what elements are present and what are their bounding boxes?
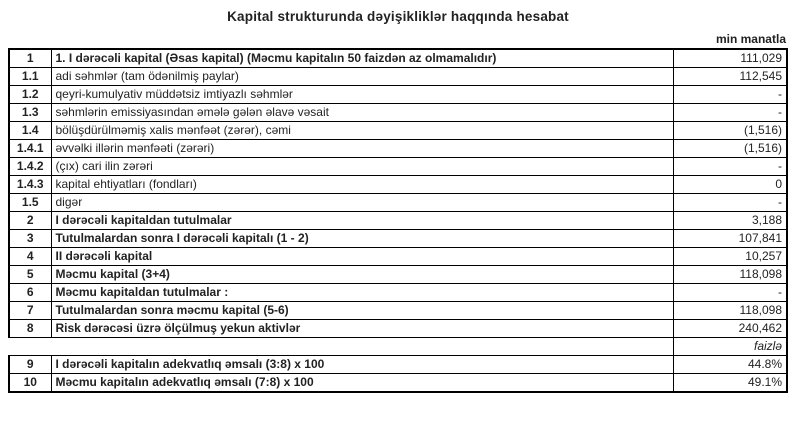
- row-value-cell: -: [673, 194, 787, 212]
- row-value-cell: faizlə: [673, 338, 787, 356]
- table-row: [9, 68, 787, 86]
- report-title: Kapital strukturunda dəyişikliklər haqqında hesabat: [227, 9, 569, 24]
- table-row: [9, 230, 787, 248]
- row-value-cell: 3,188: [673, 212, 787, 230]
- row-desc-cell: (çıx) cari ilin zərəri: [51, 158, 673, 176]
- row-desc-cell: qeyri-kumulyativ müddətsiz imtiyazlı səhmlər: [51, 86, 673, 104]
- table-row: [9, 176, 787, 194]
- row-desc-cell: Tutulmalardan sonra I dərəcəli kapitalı (1 - 2): [51, 230, 673, 248]
- row-number-cell: 1.2: [9, 86, 51, 104]
- row-number-cell: 1.4: [9, 122, 51, 140]
- row-value-cell: (1,516): [673, 122, 787, 140]
- capital-structure-table: [8, 48, 788, 393]
- table-row: [9, 266, 787, 284]
- row-desc-cell: əvvəlki illərin mənfəəti (zərəri): [51, 140, 673, 158]
- row-number-cell: 10: [9, 374, 51, 393]
- row-value-cell: 49.1%: [673, 374, 787, 393]
- row-number-cell: 1.3: [9, 104, 51, 122]
- row-number-cell: 2: [9, 212, 51, 230]
- row-desc-cell: 1. I dərəcəli kapital (Əsas kapital) (Məcmu kapitalın 50 faizdən az olmamalıdır): [51, 49, 673, 68]
- row-desc-cell: bölüşdürülməmiş xalis mənfəət (zərər), cəmi: [51, 122, 673, 140]
- table-row: [9, 302, 787, 320]
- row-number-cell: 7: [9, 302, 51, 320]
- row-number-cell: 8: [9, 320, 51, 338]
- row-desc-cell: digər: [51, 194, 673, 212]
- row-value-cell: -: [673, 104, 787, 122]
- row-desc-cell: II dərəcəli kapital: [51, 248, 673, 266]
- row-value-cell: 111,029: [673, 49, 787, 68]
- table-row: [9, 356, 787, 374]
- table-row: [9, 320, 787, 338]
- row-value-cell: 0: [673, 176, 787, 194]
- table-row: [9, 158, 787, 176]
- row-desc-cell: adi səhmlər (tam ödənilmiş paylar): [51, 68, 673, 86]
- table-row: [9, 122, 787, 140]
- row-desc-cell: Məcmu kapitalın adekvatlıq əmsalı (7:8) x 100: [51, 374, 673, 393]
- row-number-cell: 3: [9, 230, 51, 248]
- row-number-cell: 1.4.1: [9, 140, 51, 158]
- row-desc-cell: Məcmu kapital (3+4): [51, 266, 673, 284]
- row-value-cell: 10,257: [673, 248, 787, 266]
- row-number-cell: [9, 338, 51, 356]
- table-row: [9, 140, 787, 158]
- row-value-cell: (1,516): [673, 140, 787, 158]
- row-number-cell: 1.4.2: [9, 158, 51, 176]
- row-value-cell: 118,098: [673, 266, 787, 284]
- row-number-cell: 9: [9, 356, 51, 374]
- row-number-cell: 1.5: [9, 194, 51, 212]
- row-value-cell: 240,462: [673, 320, 787, 338]
- row-desc-cell: Risk dərəcəsi üzrə ölçülmuş yekun aktivlər: [51, 320, 673, 338]
- row-value-cell: -: [673, 284, 787, 302]
- row-number-cell: 1.1: [9, 68, 51, 86]
- table-row: [9, 248, 787, 266]
- row-desc-cell: Tutulmalardan sonra məcmu kapital (5-6): [51, 302, 673, 320]
- row-number-cell: 1.4.3: [9, 176, 51, 194]
- row-value-cell: 44.8%: [673, 356, 787, 374]
- row-value-cell: -: [673, 158, 787, 176]
- row-desc-cell: səhmlərin emissiyasından əmələ gələn əlavə vəsait: [51, 104, 673, 122]
- row-value-cell: 118,098: [673, 302, 787, 320]
- row-desc-cell: I dərəcəli kapitaldan tutulmalar: [51, 212, 673, 230]
- row-value-cell: 112,545: [673, 68, 787, 86]
- row-number-cell: 5: [9, 266, 51, 284]
- table-row: [9, 212, 787, 230]
- row-value-cell: -: [673, 86, 787, 104]
- table-row: [9, 86, 787, 104]
- row-desc-cell: [51, 338, 673, 356]
- table-row: [9, 104, 787, 122]
- percent-unit-row: [9, 338, 787, 356]
- unit-label: min manatla: [715, 32, 786, 46]
- row-desc-cell: Məcmu kapitaldan tutulmalar :: [51, 284, 673, 302]
- row-number-cell: 6: [9, 284, 51, 302]
- row-value-cell: 107,841: [673, 230, 787, 248]
- row-number-cell: 4: [9, 248, 51, 266]
- table-row: [9, 284, 787, 302]
- table-body: [9, 49, 787, 392]
- table-row: [9, 374, 787, 393]
- row-desc-cell: kapital ehtiyatları (fondları): [51, 176, 673, 194]
- row-desc-cell: I dərəcəli kapitalın adekvatlıq əmsalı (3:8) x 100: [51, 356, 673, 374]
- table-row: [9, 194, 787, 212]
- row-number-cell: 1: [9, 49, 51, 68]
- table-row: [9, 49, 787, 68]
